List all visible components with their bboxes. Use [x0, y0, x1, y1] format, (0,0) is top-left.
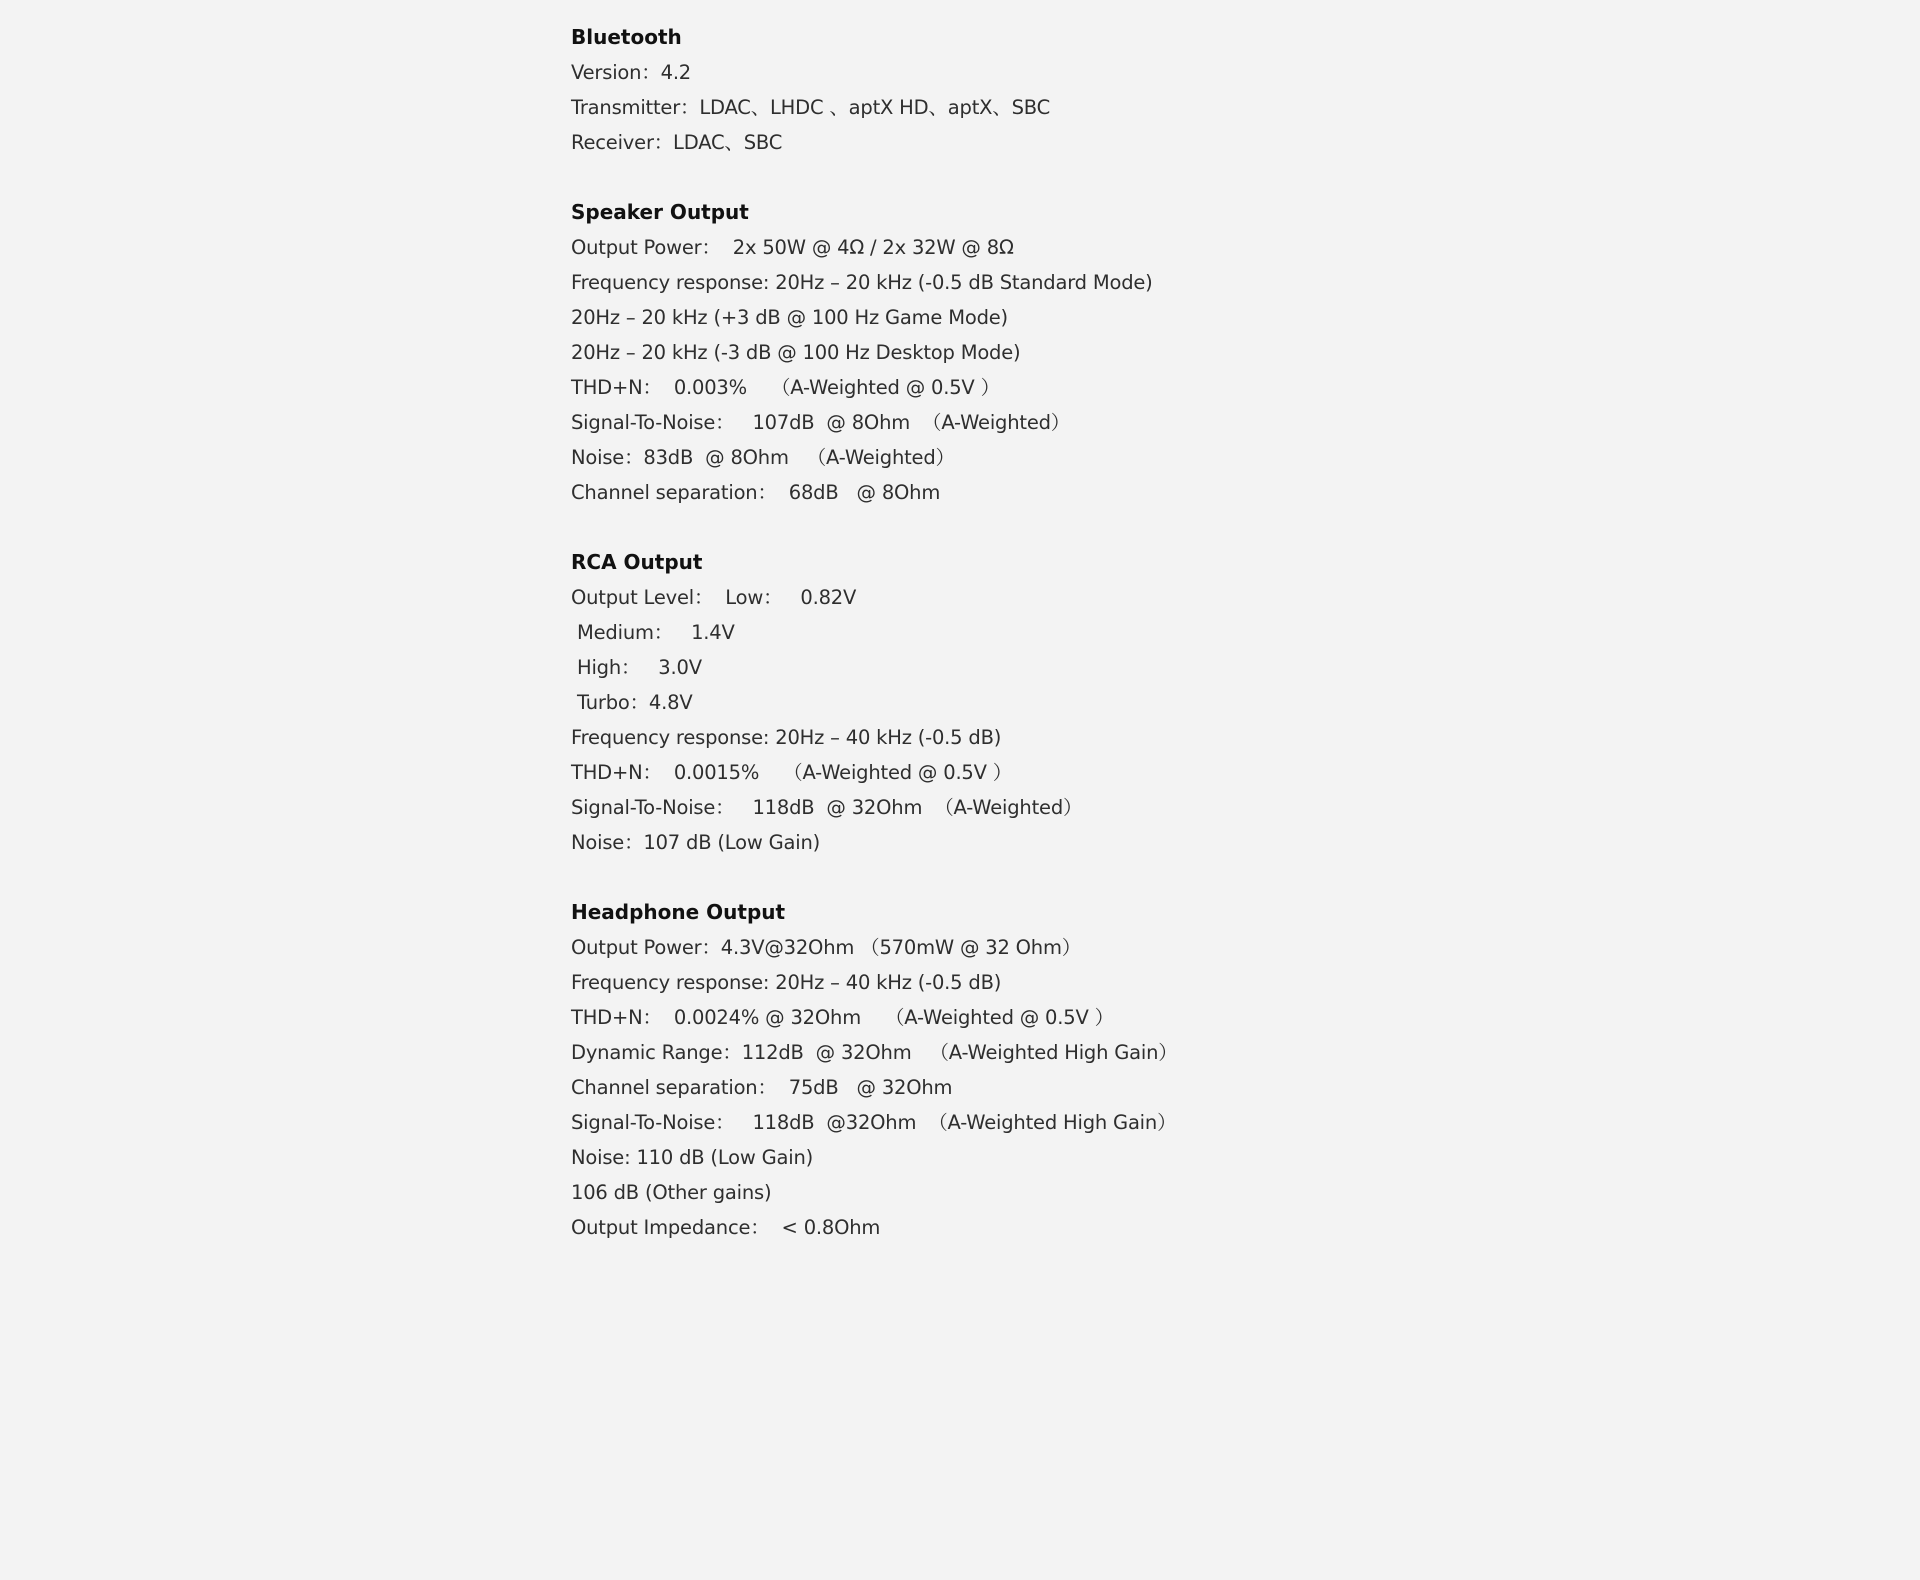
- spec-line-receiver: Receiver：LDAC、SBC: [571, 131, 783, 154]
- spec-line-output-power: Output Power： 2x 50W @ 4Ω / 2x 32W @ 8Ω: [571, 236, 1014, 259]
- spec-line-frequency-response-desktop: 20Hz – 20 kHz (-3 dB @ 100 Hz Desktop Mode): [571, 341, 1021, 364]
- spec-line-frequency-response: Frequency response: 20Hz – 40 kHz (-0.5 dB): [571, 726, 1002, 749]
- section-speaker-output: [571, 195, 1571, 510]
- spec-line-transmitter: Transmitter：LDAC、LHDC 、aptX HD、aptX、SBC: [571, 96, 1051, 119]
- spec-line-output-level-high: High： 3.0V: [571, 656, 702, 679]
- spec-line-thd-n: THD+N： 0.003% （A-Weighted @ 0.5V ）: [571, 376, 1000, 399]
- section-title-rca-output: RCA Output: [571, 550, 703, 574]
- spec-line-thd-n: THD+N： 0.0015% （A-Weighted @ 0.5V ）: [571, 761, 1013, 784]
- spec-line-dynamic-range: Dynamic Range：112dB @ 32Ohm （A-Weighted High Gain）: [571, 1041, 1178, 1064]
- section-title-speaker-output: Speaker Output: [571, 200, 749, 224]
- spec-line-output-level-low: Output Level： Low： 0.82V: [571, 586, 857, 609]
- spec-line-output-power: Output Power：4.3V@32Ohm （570mW @ 32 Ohm）: [571, 936, 1082, 959]
- spec-sheet: [571, 20, 1571, 1280]
- spec-line-noise-low-gain: Noise: 110 dB (Low Gain): [571, 1146, 814, 1169]
- spec-line-channel-separation: Channel separation： 75dB @ 32Ohm: [571, 1076, 953, 1099]
- spec-line-version: Version：4.2: [571, 61, 692, 84]
- spec-line-output-impedance: Output Impedance： < 0.8Ohm: [571, 1216, 881, 1239]
- spec-line-channel-separation: Channel separation： 68dB @ 8Ohm: [571, 481, 941, 504]
- section-title-bluetooth: Bluetooth: [571, 25, 682, 49]
- spec-line-signal-to-noise: Signal-To-Noise： 118dB @ 32Ohm （A-Weighted）: [571, 796, 1083, 819]
- spec-line-frequency-response: Frequency response: 20Hz – 40 kHz (-0.5 dB): [571, 971, 1002, 994]
- section-title-headphone-output: Headphone Output: [571, 900, 786, 924]
- spec-line-signal-to-noise: Signal-To-Noise： 118dB @32Ohm （A-Weighted High Gain）: [571, 1111, 1177, 1134]
- spec-line-noise-other-gains: 106 dB (Other gains): [571, 1181, 772, 1204]
- spec-line-noise: Noise：83dB @ 8Ohm （A-Weighted）: [571, 446, 955, 469]
- section-rca-output: [571, 545, 1571, 860]
- spec-line-output-level-turbo: Turbo：4.8V: [571, 691, 693, 714]
- spec-line-noise: Noise：107 dB (Low Gain): [571, 831, 821, 854]
- spec-line-output-level-medium: Medium： 1.4V: [571, 621, 735, 644]
- spec-line-thd-n: THD+N： 0.0024% @ 32Ohm （A-Weighted @ 0.5V ）: [571, 1006, 1114, 1029]
- spec-line-frequency-response-game: 20Hz – 20 kHz (+3 dB @ 100 Hz Game Mode): [571, 306, 1008, 329]
- spec-line-frequency-response: Frequency response: 20Hz – 20 kHz (-0.5 dB Standard Mode): [571, 271, 1153, 294]
- section-headphone-output: [571, 895, 1571, 1245]
- section-bluetooth: [571, 20, 1571, 160]
- spec-line-signal-to-noise: Signal-To-Noise： 107dB @ 8Ohm （A-Weighted）: [571, 411, 1071, 434]
